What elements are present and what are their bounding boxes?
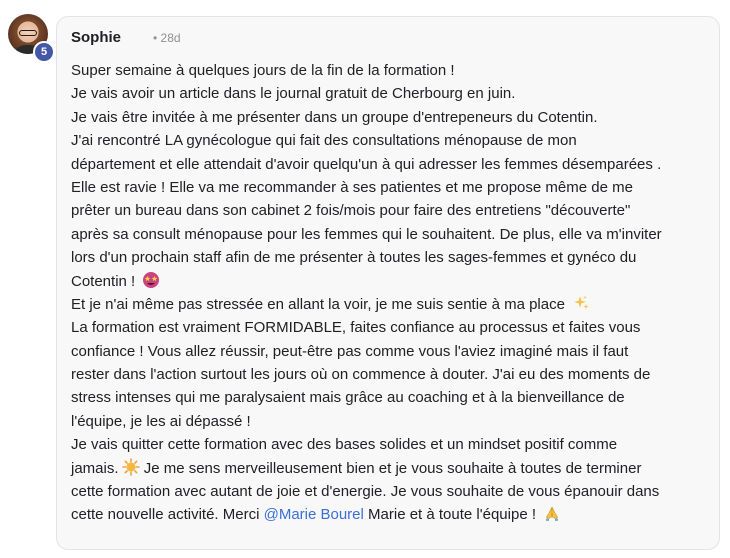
folded-hands-emoji-icon: [543, 504, 561, 522]
comment-card: [56, 16, 720, 550]
comment-line: après sa consult ménopause pour les femmes qui le souhaitent. De plus, elle va m'inviter: [71, 225, 662, 243]
star-struck-emoji-icon: [142, 271, 160, 289]
comment-line: Je vais avoir un article dans le journal gratuit de Cherbourg en juin.: [71, 85, 516, 103]
comment-line: jamais. Je me sens merveilleusement bien et je vous souhaite à toutes de terminer: [71, 459, 642, 477]
comment-line: cette formation avec autant de joie et d'energie. Je vous souhaite de vous épanouir dans: [71, 483, 660, 501]
author-name[interactable]: Sophie: [71, 29, 122, 46]
post-time[interactable]: • 28d: [153, 31, 181, 45]
comment-line: rester dans l'action surtout les jours où on commence à douter. J'ai eu des moments de: [71, 366, 651, 384]
comment-line: La formation est vraiment FORMIDABLE, faites confiance au processus et faites vous: [71, 319, 641, 337]
user-mention-link[interactable]: @Marie Bourel: [263, 506, 364, 524]
comment-line: cette nouvelle activité. Merci @Marie Bourel Marie et à toute l'équipe !: [71, 503, 705, 526]
comment-line: Et je n'ai même pas stressée en allant la voir, je me suis sentie à ma place: [71, 293, 705, 316]
sun-emoji-icon: [122, 458, 140, 476]
comment-line: département et elle attendait d'avoir quelqu'un à qui adresser les femmes désemparées .: [71, 155, 662, 173]
comment-line: lors d'un prochain staff afin de me présenter à toutes les sages-femmes et gynéco du: [71, 249, 637, 267]
comment-line: Super semaine à quelques jours de la fin de la formation !: [71, 62, 455, 79]
comment-line: J'ai rencontré LA gynécologue qui fait des consultations ménopause de mon: [71, 132, 577, 150]
comment-line: Je vais être invitée à me présenter dans un groupe d'entrepeneurs du Cotentin.: [71, 108, 598, 126]
sparkles-emoji-icon: [572, 294, 590, 312]
comment-body: [71, 59, 705, 527]
comment-line: l'équipe, je les ai dépassé !: [71, 412, 251, 430]
comment-line: stress intenses qui me paralysaient mais grâce au coaching et à la bienveillance de: [71, 389, 625, 407]
comment-header: [71, 29, 705, 51]
level-badge: 5: [33, 41, 55, 63]
comment-line: Je vais quitter cette formation avec des bases solides et un mindset positif comme: [71, 436, 618, 454]
comment-line: Elle est ravie ! Elle va me recommander à ses patientes et me propose même de me: [71, 178, 633, 196]
comment-line: prêter un bureau dans son cabinet 2 fois/mois pour faire des entretiens "découverte": [71, 202, 631, 220]
avatar-glasses: [19, 30, 37, 36]
comment-line: confiance ! Vous allez réussir, peut-être pas comme vous l'aviez imaginé mais il faut: [71, 342, 629, 360]
comment-line: Cotentin !: [71, 270, 705, 293]
author-avatar-container[interactable]: [8, 14, 48, 58]
